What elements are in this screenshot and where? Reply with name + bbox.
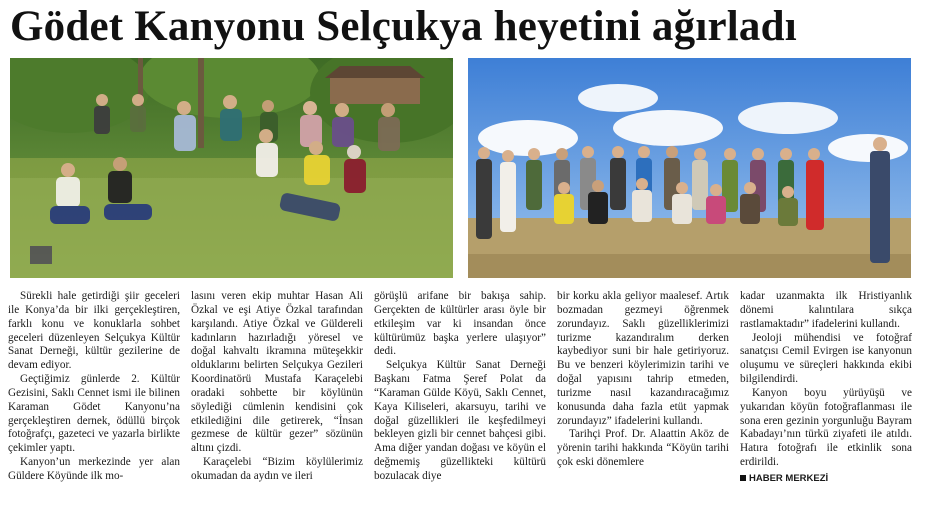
article-paragraph: Kanyon boyu yürüyüşü ve yukarıdan köyün fotoğraflanması ile sona eren gezinin yorgunluğu Bayram Kabadayı’nın türkü ziyafeti ile atıldı. Hatıra fotoğrafı ile etkinlik sona erdirildi. (740, 386, 912, 469)
article-column-1 (8, 290, 180, 516)
article-paragraph: Karaçelebi “Bizim köylülerimiz okumadan da aydın ve ileri (191, 456, 363, 482)
article-column-3 (374, 290, 546, 516)
article-column-4 (557, 290, 729, 516)
article-paragraph: Geçtiğimiz günlerde 2. Kültür Gezisini, Saklı Cennet ismi ile bilinen Karaman Gödet Kanyonu’na gerçekleştiren dernek, ödüllü birçok fotoğrafçı, gazeteci ve yazarla birlikte çekimler yaptı. (8, 373, 180, 455)
article-paragraph: kadar uzanmakta ilk Hristiyanlık dönemi kalıntılara sıkça rastlamaktadır” ifadelerini kullandı. (740, 290, 912, 330)
headline: Gödet Kanyonu Selçukya heyetini ağırladı (10, 3, 797, 50)
article-paragraph: Kanyon’un merkezinde yer alan Güldere Köyünde ilk mo- (8, 456, 180, 482)
group-seated-photo (10, 58, 453, 278)
article-column-2 (191, 290, 363, 516)
article-paragraph: Selçukya Kültür Sanat Derneği Başkanı Fatma Şeref Polat da “Karaman Gülde Köyü, Saklı Cennet, Kaya Kiliseleri, akarsuyu, tarihi ve doğal güzellikleri ile keşfedilmeyi bekleyen gizli bir cennet bahçesi gibi. Ama diğer yandan doğası ve köyün el değmemiş güzellikteki kültürü bozulacak diye (374, 359, 546, 482)
article-paragraph: Jeoloji mühendisi ve fotoğraf sanatçısı Cemil Evirgen ise kanyonun oluşumu ve süreçleri hakkında ekibi bilgilendirdi. (740, 331, 912, 386)
article-paragraph: lasını veren ekip muhtar Hasan Ali Özkal ve eşi Atiye Özkal tarafından karşılandı. Atiye Özkal ve Güldereli kadınların hazırladığı yöresel ve doğal kahvaltı ikramına müteşekkir olduklarını belirten Selçukya Gezileri Koordinatörü Mustafa Karaçelebi oradaki sohbette bir köylünün söylediği cümlenin kendisini çok etkilediğini dile getirerek, “İnsan gezmese de kültür gezer” sözünün altını çizdi. (191, 290, 363, 455)
group-standing-photo (468, 58, 911, 278)
article-paragraph: Sürekli hale getirdiği şiir geceleri ile Konya’da bir ilki gerçekleştiren, farklı konu ve konuklarla sohbet geceleri düzenleyen Selçukya Kültür Sanat Derneği, kültür gezilerine de devam ediyor. (8, 290, 180, 372)
byline-signature: HABER MERKEZİ (740, 472, 912, 486)
article-body (8, 290, 920, 516)
article-paragraph: Tarihçi Prof. Dr. Alaattin Aköz de yörenin tarihi hakkında “Köyün tarihi çok eski dönemlere (557, 428, 729, 469)
article-paragraph: bir korku akla geliyor maalesef. Artık bozmadan gezmeyi öğrenmek zorundayız. Saklı güzelliklerimizi turizme kazandıralım derken kaybediyor suni bir hale getiriyoruz. Bu ve benzeri köylerimizin tarihi ve doğal yapısını tahrip etmeden, turizme nasıl kazandıracağımız konusunda daha fazla etüt yapmak zorundayız” ifadelerini kullandı. (557, 290, 729, 427)
article-paragraph: görüşlü arifane bir bakışa sahip. Gerçekten de kültürler arası öyle bir etkileşim var ki insandan önce kültürümüz başka yerlere ulaşıyor” dedi. (374, 290, 546, 358)
article-column-5 (740, 290, 912, 516)
